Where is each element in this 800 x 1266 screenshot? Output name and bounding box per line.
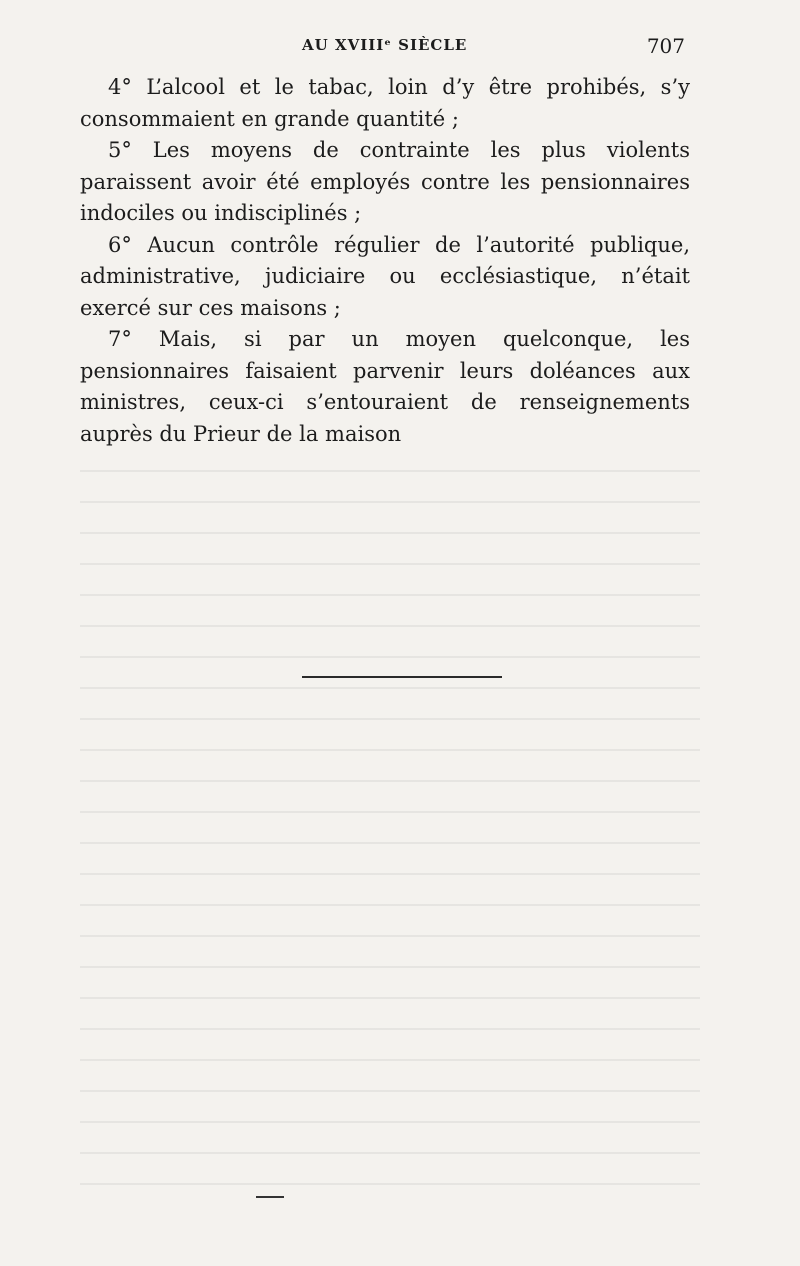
section-rule [302,676,502,678]
paragraph-5: 5° Les moyens de contrainte les plus violents paraissent avoir été employés contre les pensionnaires indociles ou indisciplinés ; [80,138,690,225]
paragraph-4: 4° L’alcool et le tabac, loin d’y être prohibés, s’y consommaient en grande quantité ; [80,75,690,131]
page-header [80,34,685,64]
footer-dash [256,1196,284,1198]
bleed-through-texture [80,470,700,1190]
paragraph-7: 7° Mais, si par un moyen quelconque, les pensionnaires faisaient parvenir leurs doléances aux ministres, ceux-ci s’entouraient de renseignements auprès du Prieur de la maison [80,327,690,446]
paragraph-6: 6° Aucun contrôle régulier de l’autorité publique, administrative, judiciaire ou ecclésiastique, n’était exercé sur ces maisons ; [80,232,690,320]
running-title: AU XVIIIᵉ SIÈCLE [302,36,468,54]
body-text [80,72,690,450]
page-number: 707 [646,34,685,58]
